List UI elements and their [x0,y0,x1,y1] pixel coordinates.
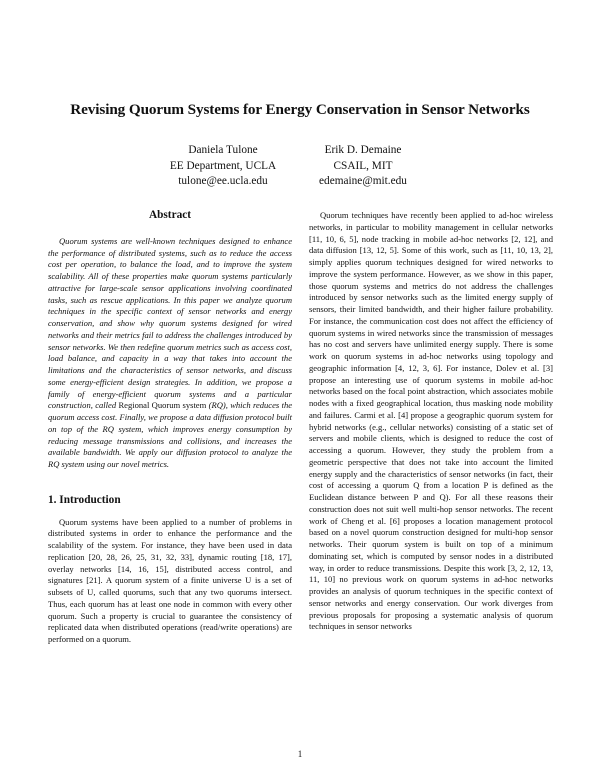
left-column [48,210,292,646]
introduction-paragraph: Quorum systems have been applied to a number of problems in distributed systems in order to enhance the performance and the scalability of the system. For instance, they have been used in data replication [20, 28, 26, 25, 31, 32, 33], dynamic routing [18, 17], overlay networks [14, 16, 15], distributed access control, and signatures [21]. A quorum system of a finite universe U is a set of subsets of U, called quorums, such that any two quorums intersect. Thus, each quorum has at least one node in common with every other quorum. Such a property is crucial to guarantee the consistency of replicated data when distributed operations (read/write operations) are performed on a quorum. [48,516,292,644]
page-number: 1 [297,749,303,759]
author-email: tulone@ee.ucla.edu [178,175,268,187]
author-name: Daniela Tulone [188,144,258,156]
abstract-part-2: (RQ), which reduces the quorum access cost. Finally, we propose a data diffusion protocol built on top of the RQ system, which improves energy consumption by reducing message transmissions and collisions, and increases the available bandwidth. We apply our diffusion protocol to analyze the RQ system using our novel metrics. [48,400,293,469]
abstract-regional-quorum-term: Regional Quorum system [118,400,207,411]
paper-title: Revising Quorum Systems for Energy Conservation in Sensor Networks [70,101,530,118]
right-column-paragraph: Quorum techniques have recently been applied to ad-hoc wireless networks, in particular to mobility management in cellular networks [11, 10, 6, 5], node tracking in mobile ad-hoc networks [2, 12], and data diffusion [13, 12, 5]. Some of this work, such as [11, 10, 13, 2], simply applies quorum techniques designed for wired networks to improve the system performance. However, as we show in this paper, those quorum systems and metrics do not address the challenges introduced by sensor networks such as the limited energy supply of sensors, their limited bandwidth, and their higher failure probability. For instance, the communication cost does not affect the efficiency of quorum systems in wired networks since the transmission of messages has no cost and servers have unlimited energy supply. There is some work on quorum systems in ad-hoc networks using topology and geographic information [4, 12, 3, 6]. For instance, Dolev et al. [3] propose an interesting use of quorum systems in mobile ad-hoc networks based on the focal point abstraction, which associates mobile nodes with a fixed geographical location, thus masking node mobility and failures. Carmi et al. [4] propose a geographic quorum system for hybrid networks (e.g., cellular networks) consisting of a static set of servers and mobile clients, which is designed to reduce the cost of accessing a quorum. However, they study the problem from a geometric perspective that does not take into account the limited energy supply and the characteristics of sensor networks (in fact, their cost of accessing a quorum Q from a location P is defined as the Euclidean distance between P and Q). For all these reasons their construction does not suit well multi-hop sensor networks. The recent work of Cheng et al. [6] proposes a location management protocol based on a novel quorum construction designed for multi-hop sensor networks. Their quorum system is built on top of a minimum dominating set, which is computed by sensor nodes in a distributed way, in order to reduce transmissions. Despite this work [3, 2, 12, 13, 11, 10] no previous work on quorum systems in ad-hoc networks provides an analysis of quorum techniques in the specific context of sensor networks and energy conservation. Our work diverges from previous proposals for proposing a systematic analysis of quorum techniques in sensor networks [309,210,553,632]
abstract-text [48,236,292,471]
abstract-part-1: Quorum systems are well-known techniques designed to enhance the performance of distributed systems, such as to reduce the access cost per operation, to balance the load, and to improve the system scalability. All of these properties make quorum systems particularly attractive for large-scale sensor applications involving coordinated tasks, such as rescue applications. In this paper we analyze quorum techniques in the specific context of sensor networks and energy conservation, and show why quorum systems designed for wired networks and their metrics fail to address the challenges introduced by sensor networks. We then redefine quorum metrics such as access cost, load balance, and capacity in a way that takes into account the limitations and the characteristics of sensor networks, and discuss some energy-efficient design strategies. In addition, we propose a family of energy-efficient quorum systems and a particular construction, called [48,235,292,411]
section-heading-introduction: 1. Introduction [48,493,121,506]
right-column [309,210,553,633]
author-affiliation: EE Department, UCLA [169,159,277,172]
author-name: Erik D. Demaine [324,144,402,156]
author-block-2 [268,143,458,190]
abstract-heading: Abstract [148,209,192,221]
author-email: edemaine@mit.edu [319,175,407,187]
author-affiliation: CSAIL, MIT [333,159,393,172]
